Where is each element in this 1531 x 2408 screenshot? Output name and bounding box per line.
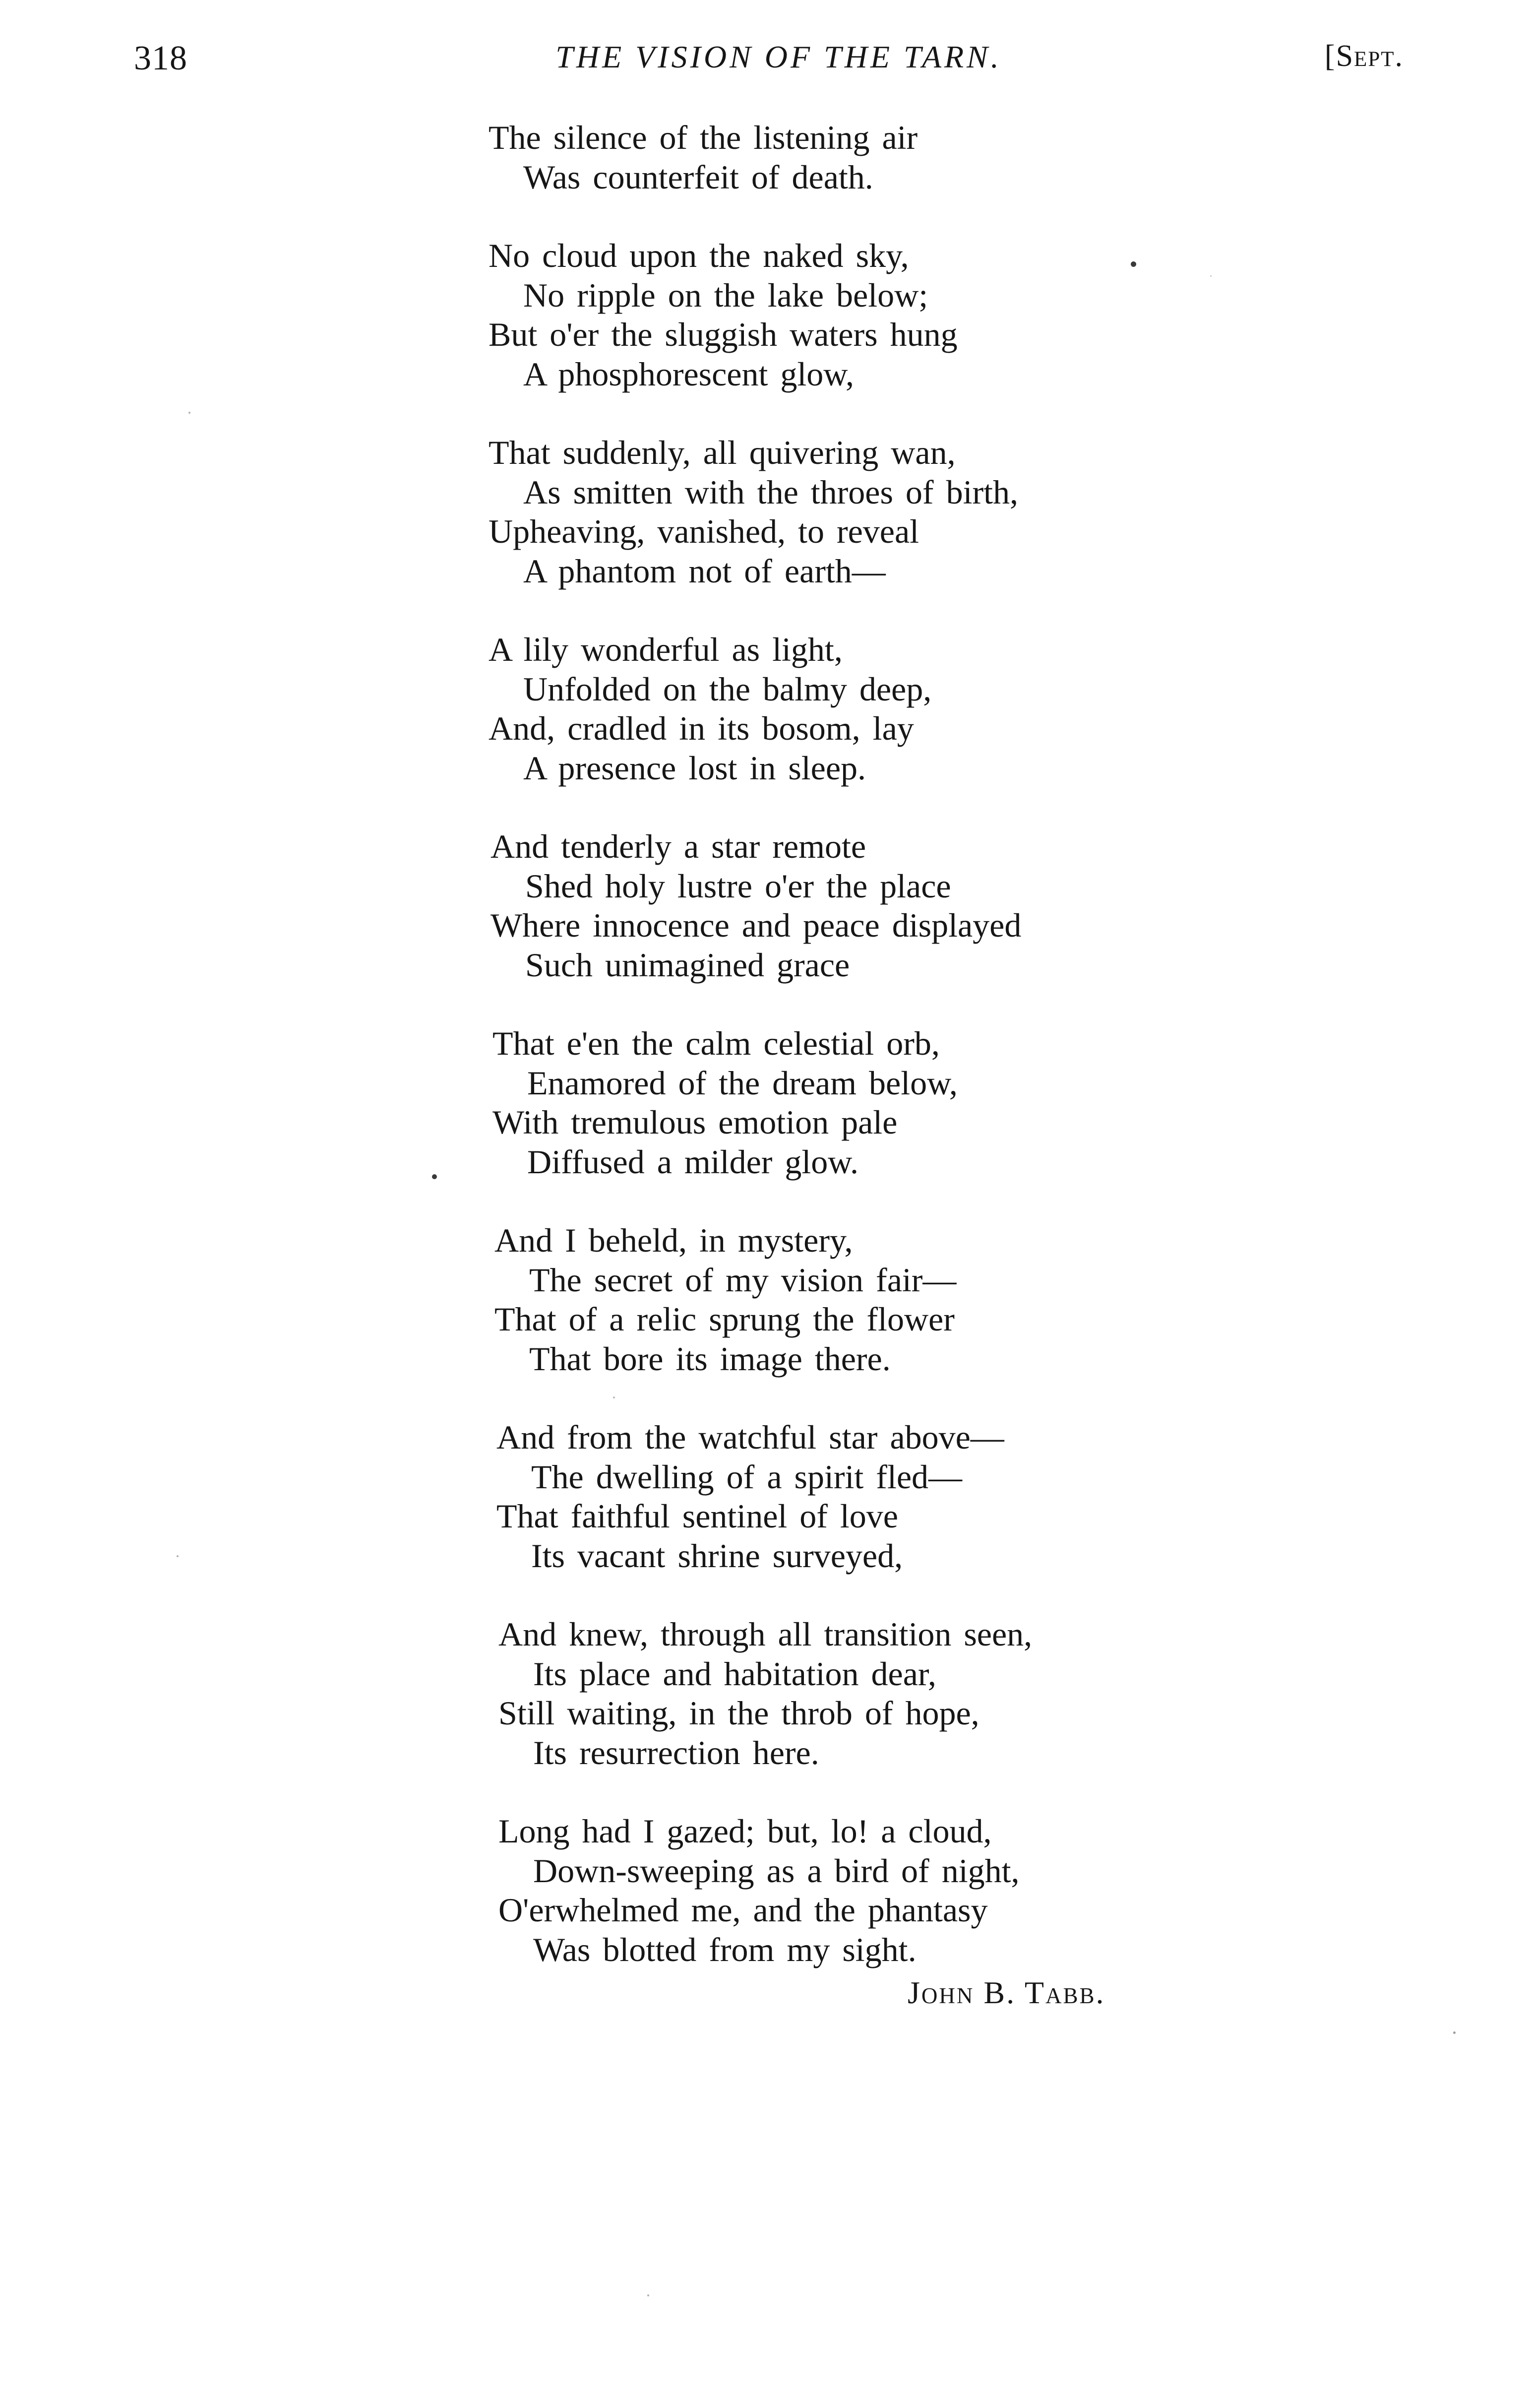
poem-line: Enamored of the dream below, — [527, 1064, 958, 1102]
poem-line: And from the watchful star above— — [496, 1418, 1004, 1456]
poem-line: The dwelling of a spirit fled— — [531, 1457, 963, 1496]
poem — [489, 118, 1232, 2009]
poem-line: Long had I gazed; but, lo! a cloud, — [498, 1812, 992, 1850]
poem-line: And, cradled in its bosom, lay — [489, 709, 914, 747]
poem-line: That e'en the calm celestial orb, — [492, 1024, 940, 1062]
poem-line: Unfolded on the balmy deep, — [523, 670, 932, 708]
poem-line: And I beheld, in mystery, — [494, 1221, 853, 1259]
poem-line: That faithful sentinel of love — [496, 1497, 898, 1535]
poem-line: Was blotted from my sight. — [533, 1930, 917, 1968]
scan-speck — [188, 412, 190, 414]
scan-speck — [613, 1396, 615, 1398]
scan-speck — [177, 1555, 179, 1557]
scan-speck — [1453, 2031, 1456, 2034]
poem-line: A presence lost in sleep. — [523, 749, 866, 787]
poem-line: O'erwhelmed me, and the phantasy — [498, 1891, 988, 1929]
poem-line: That suddenly, all quivering wan, — [489, 434, 956, 471]
poem-line: No cloud upon the naked sky, — [489, 237, 909, 274]
page-number: 318 — [134, 39, 187, 77]
author-signature: John B. Tabb. — [908, 1975, 1105, 2010]
poem-line: Diffused a milder glow. — [527, 1142, 858, 1181]
poem-line: Where innocence and peace displayed — [490, 906, 1022, 944]
running-head — [134, 39, 1404, 88]
poem-line: Its resurrection here. — [533, 1733, 819, 1772]
poem-line: Was counterfeit of death. — [523, 158, 873, 196]
poem-line: Its place and habitation dear, — [533, 1654, 936, 1693]
poem-line: Still waiting, in the throb of hope, — [498, 1694, 980, 1732]
poem-line: A phosphorescent glow, — [523, 355, 854, 393]
stanza-8 — [496, 1418, 1232, 1576]
stanza-10 — [498, 1812, 1232, 1969]
scan-speck — [1210, 275, 1212, 277]
stanza-4 — [489, 630, 1232, 788]
scan-speck — [647, 2294, 649, 2296]
poem-line: Its vacant shrine surveyed, — [531, 1536, 903, 1575]
poem-line: That of a relic sprung the flower — [494, 1300, 955, 1338]
poem-line: A lily wonderful as light, — [489, 631, 843, 668]
stanza-7 — [494, 1221, 1232, 1379]
scan-speck — [1131, 261, 1136, 267]
stanza-3 — [489, 433, 1232, 591]
running-title: THE VISION OF THE TARN. — [555, 39, 1002, 74]
poem-line: Such unimagined grace — [525, 946, 850, 984]
poem-line: But o'er the sluggish waters hung — [489, 316, 958, 353]
poem-line: Shed holy lustre o'er the place — [525, 867, 951, 905]
poem-line: And knew, through all transition seen, — [498, 1615, 1033, 1653]
poem-line: The silence of the listening air — [489, 119, 918, 156]
stanza-5 — [490, 827, 1232, 985]
poem-line: A phantom not of earth— — [523, 552, 886, 590]
poem-line: No ripple on the lake below; — [523, 276, 928, 314]
poem-line: That bore its image there. — [529, 1339, 891, 1378]
scan-speck — [432, 1174, 437, 1179]
poem-line: Down-sweeping as a bird of night, — [533, 1851, 1020, 1890]
poem-line: The secret of my vision fair— — [529, 1261, 957, 1299]
poem-line: And tenderly a star remote — [490, 827, 866, 865]
stanza-2 — [489, 236, 1232, 394]
section-mark: [Sept. — [1324, 39, 1404, 73]
stanza-6 — [492, 1024, 1232, 1182]
poem-line: As smitten with the throes of birth, — [523, 473, 1019, 511]
stanza-9 — [498, 1615, 1232, 1773]
poem-line: Upheaving, vanished, to reveal — [489, 512, 919, 550]
poem-line: With tremulous emotion pale — [492, 1103, 898, 1141]
stanza-1 — [489, 118, 1232, 197]
